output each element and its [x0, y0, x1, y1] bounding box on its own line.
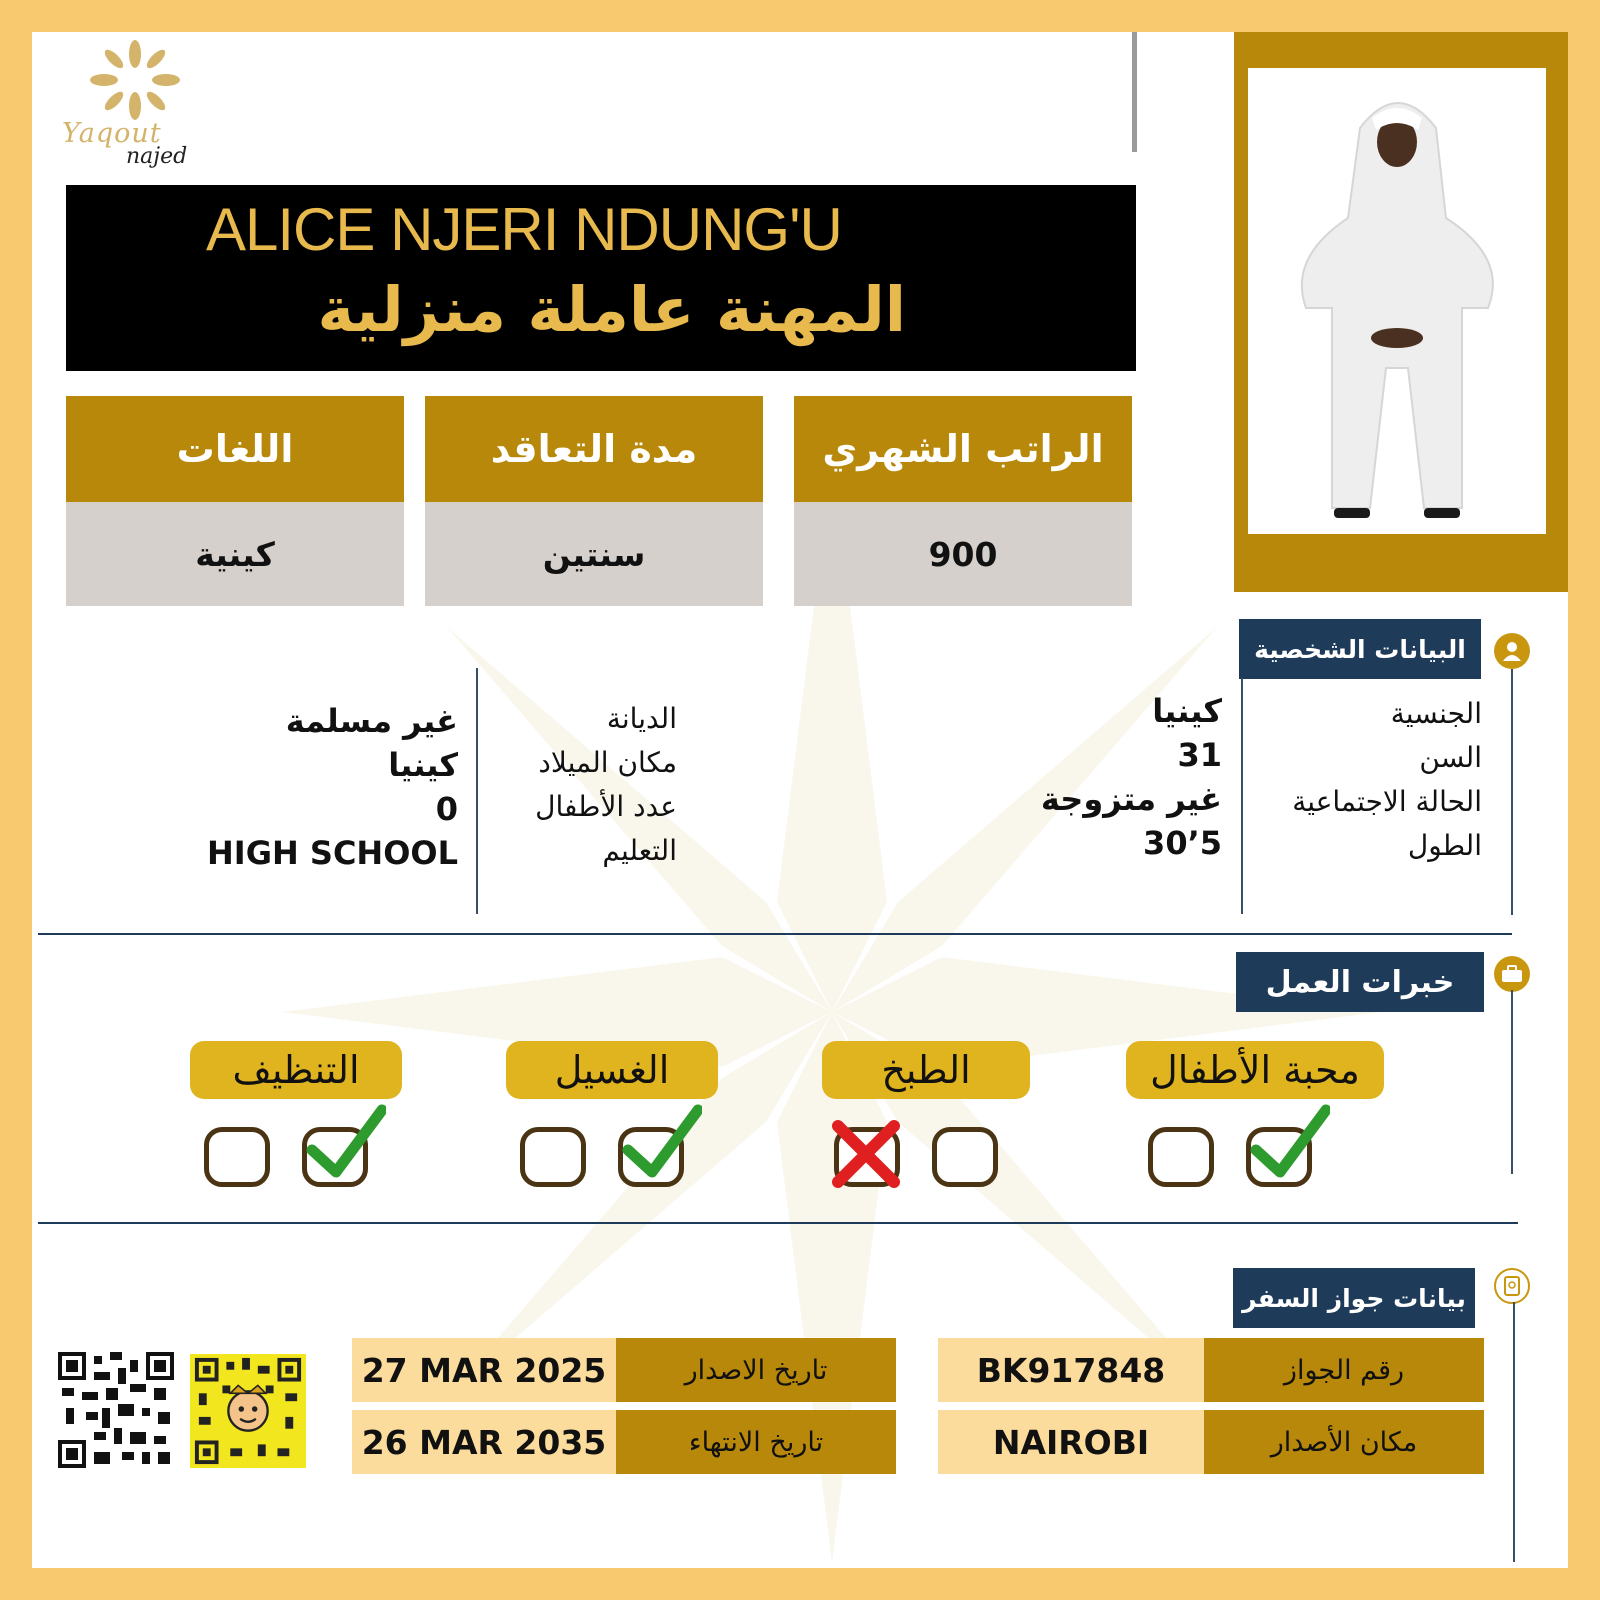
box-label: اللغات: [66, 396, 404, 502]
skill-laundry: الغسيل: [506, 1041, 718, 1099]
brand-sub: najed: [126, 144, 188, 169]
checkbox-no: [520, 1127, 586, 1187]
candidate-name: ALICE NJERI NDUNG'U: [206, 196, 842, 263]
field-value: 5’30: [1143, 824, 1222, 862]
issue-place-row: [938, 1410, 1484, 1474]
personal-labels-left: [482, 702, 677, 878]
passport-number-label: رقم الجواز: [1204, 1338, 1484, 1402]
box-value: سنتين: [425, 502, 763, 606]
issue-date-row: [352, 1338, 896, 1402]
section-divider: [38, 1222, 1518, 1224]
qr-code-icon: [190, 1354, 306, 1468]
monthly-salary-box: [794, 396, 1132, 606]
field-label: الديانة: [606, 702, 677, 735]
field-label: الجنسية: [1390, 697, 1482, 730]
box-value: كينية: [66, 502, 404, 606]
expiry-date-label: تاريخ الانتهاء: [616, 1410, 896, 1474]
check-mark-icon: [1250, 1102, 1330, 1182]
passport-number: BK917848: [938, 1338, 1204, 1402]
section-passport: [1233, 1268, 1475, 1328]
box-label: مدة التعاقد: [425, 396, 763, 502]
check-mark-icon: [622, 1102, 702, 1182]
passport-icon: [1494, 1268, 1530, 1304]
section-title: بيانات جواز السفر: [1242, 1283, 1466, 1313]
expiry-date-row: [352, 1410, 896, 1474]
field-value: HIGH SCHOOL: [207, 834, 458, 872]
section-personal: [1239, 619, 1481, 679]
skill-cooking: الطبخ: [822, 1041, 1030, 1099]
field-value: كينيا: [1152, 692, 1222, 730]
box-label: الراتب الشهري: [794, 396, 1132, 502]
cv-card: [32, 32, 1568, 1568]
issue-date-label: تاريخ الاصدار: [616, 1338, 896, 1402]
logo-flower-icon: [90, 40, 180, 120]
section-title: البيانات الشخصية: [1254, 634, 1466, 664]
briefcase-icon: [1494, 956, 1530, 992]
timeline-line: [1511, 990, 1513, 1174]
person-silhouette-icon: [1248, 68, 1546, 534]
divider: [1132, 32, 1137, 152]
field-value: 31: [1177, 736, 1222, 774]
field-label: التعليم: [602, 834, 677, 867]
checkbox-no: [1148, 1127, 1214, 1187]
brand-name: Yaqout: [62, 118, 162, 149]
field-label: السن: [1419, 741, 1482, 774]
skill-cleaning: التنظيف: [190, 1041, 402, 1099]
personal-values-right: [912, 692, 1222, 868]
timeline-line: [1513, 1302, 1515, 1562]
box-value: 900: [794, 502, 1132, 606]
personal-labels-right: [1242, 697, 1482, 873]
issue-date: 27 MAR 2025: [352, 1338, 616, 1402]
checkbox-no: [204, 1127, 270, 1187]
field-value: 0: [435, 790, 458, 828]
contract-duration-box: [425, 396, 763, 606]
skill-childcare: محبة الأطفال: [1126, 1041, 1384, 1099]
languages-box: [66, 396, 404, 606]
snapchat-qr-code: [190, 1354, 306, 1468]
check-mark-icon: [306, 1102, 386, 1182]
field-label: الحالة الاجتماعية: [1292, 785, 1482, 818]
brand-logo: [62, 40, 212, 170]
job-title: المهنة عاملة منزلية: [317, 273, 906, 346]
section-divider: [38, 933, 1512, 935]
expiry-date: 26 MAR 2035: [352, 1410, 616, 1474]
user-icon: [1494, 633, 1530, 669]
field-label: الطول: [1407, 829, 1482, 862]
issue-place: NAIROBI: [938, 1410, 1204, 1474]
field-value: كينيا: [388, 746, 458, 784]
passport-number-row: [938, 1338, 1484, 1402]
qr-code-icon: [58, 1352, 174, 1468]
cross-mark-icon: [826, 1114, 906, 1194]
field-value: غير مسلمة: [285, 702, 458, 740]
section-experience: [1236, 952, 1484, 1012]
candidate-photo: [1248, 68, 1546, 534]
field-label: مكان الميلاد: [538, 746, 677, 779]
checkbox-yes: [932, 1127, 998, 1187]
field-label: عدد الأطفال: [535, 790, 677, 823]
section-title: خبرات العمل: [1265, 964, 1455, 1000]
issue-place-label: مكان الأصدار: [1204, 1410, 1484, 1474]
column-divider: [476, 668, 478, 914]
name-banner: [66, 185, 1136, 371]
field-value: غير متزوجة: [1040, 780, 1222, 818]
timeline-line: [1511, 669, 1513, 915]
personal-values-left: [172, 702, 458, 878]
